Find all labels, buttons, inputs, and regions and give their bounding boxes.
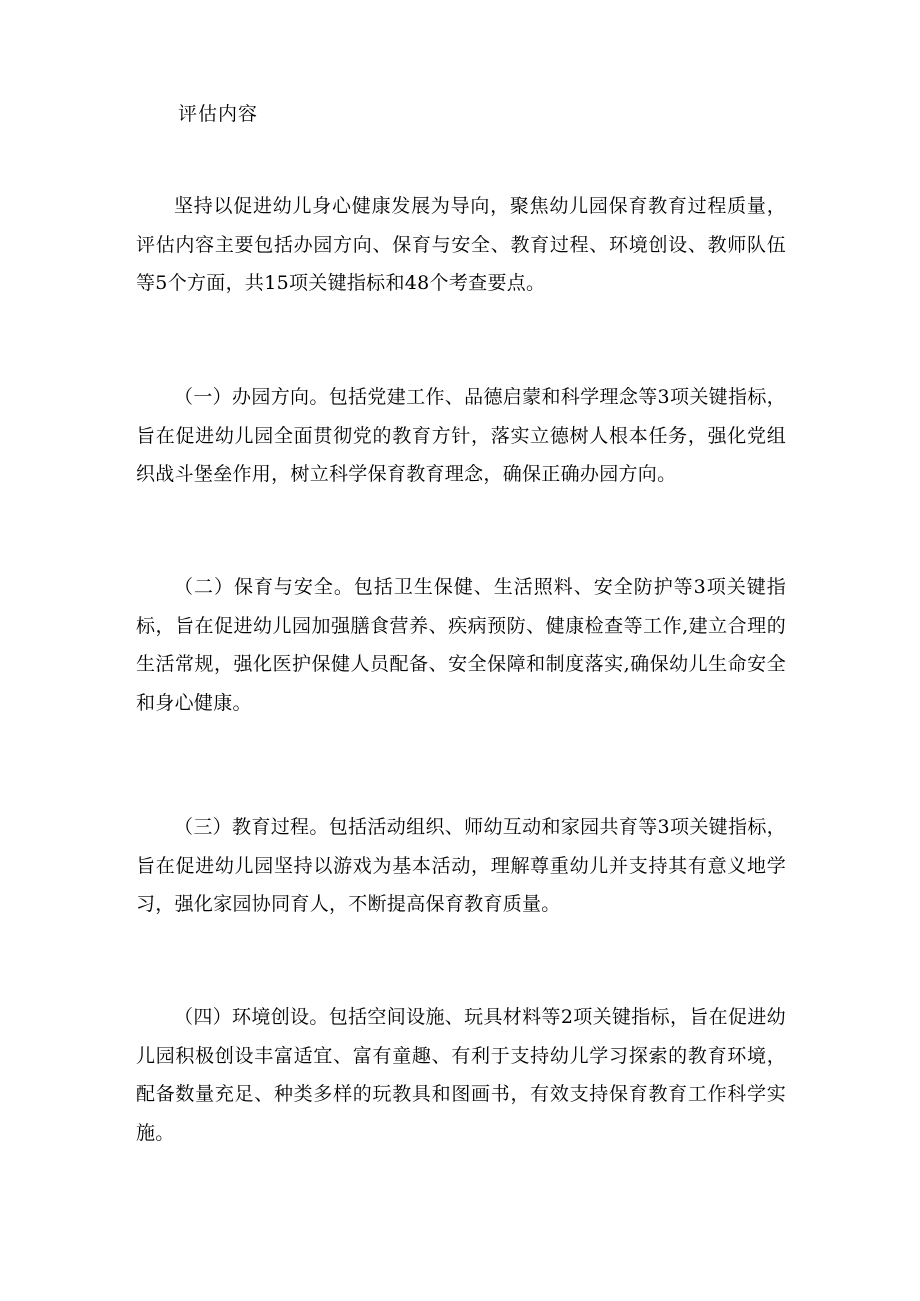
section-paragraph-environment: （四）环境创设。包括空间设施、玩具材料等2项关键指标，旨在促进幼儿园积极创设丰富适宜、富有童趣、有利于支持幼儿学习探索的教育环境，配备数量充足、种类多样的玩教具和图画书，有效支持保育教育工作科学实施。 xyxy=(136,1006,786,1144)
section-paragraph-education-process: （三）教育过程。包括活动组织、师幼互动和家园共育等3项关键指标，旨在促进幼儿园坚持以游戏为基本活动，理解尊重幼儿并支持其有意义地学习，强化家园协同育人，不断提高保育教育质量。 xyxy=(136,816,786,915)
document-heading: 评估内容 xyxy=(178,103,259,125)
section-paragraph-care-safety: （二）保育与安全。包括卫生保健、生活照料、安全防护等3项关键指标，旨在促进幼儿园加强膳食营养、疾病预防、健康检查等工作,建立合理的生活常规，强化医护保健人员配备、安全保障和制度落实,确保幼儿生命安全和身心健康。 xyxy=(136,576,786,714)
intro-paragraph: 坚持以促进幼儿身心健康发展为导向，聚焦幼儿园保育教育过程质量，评估内容主要包括办园方向、保育与安全、教育过程、环境创设、教师队伍等5个方面，共15项关键指标和48个考查要点。 xyxy=(136,195,786,294)
section-paragraph-school-direction: （一）办园方向。包括党建工作、品德启蒙和科学理念等3项关键指标，旨在促进幼儿园全面贯彻党的教育方针，落实立德树人根本任务，强化党组织战斗堡垒作用，树立科学保育教育理念，确保正确办园方向。 xyxy=(136,386,786,485)
